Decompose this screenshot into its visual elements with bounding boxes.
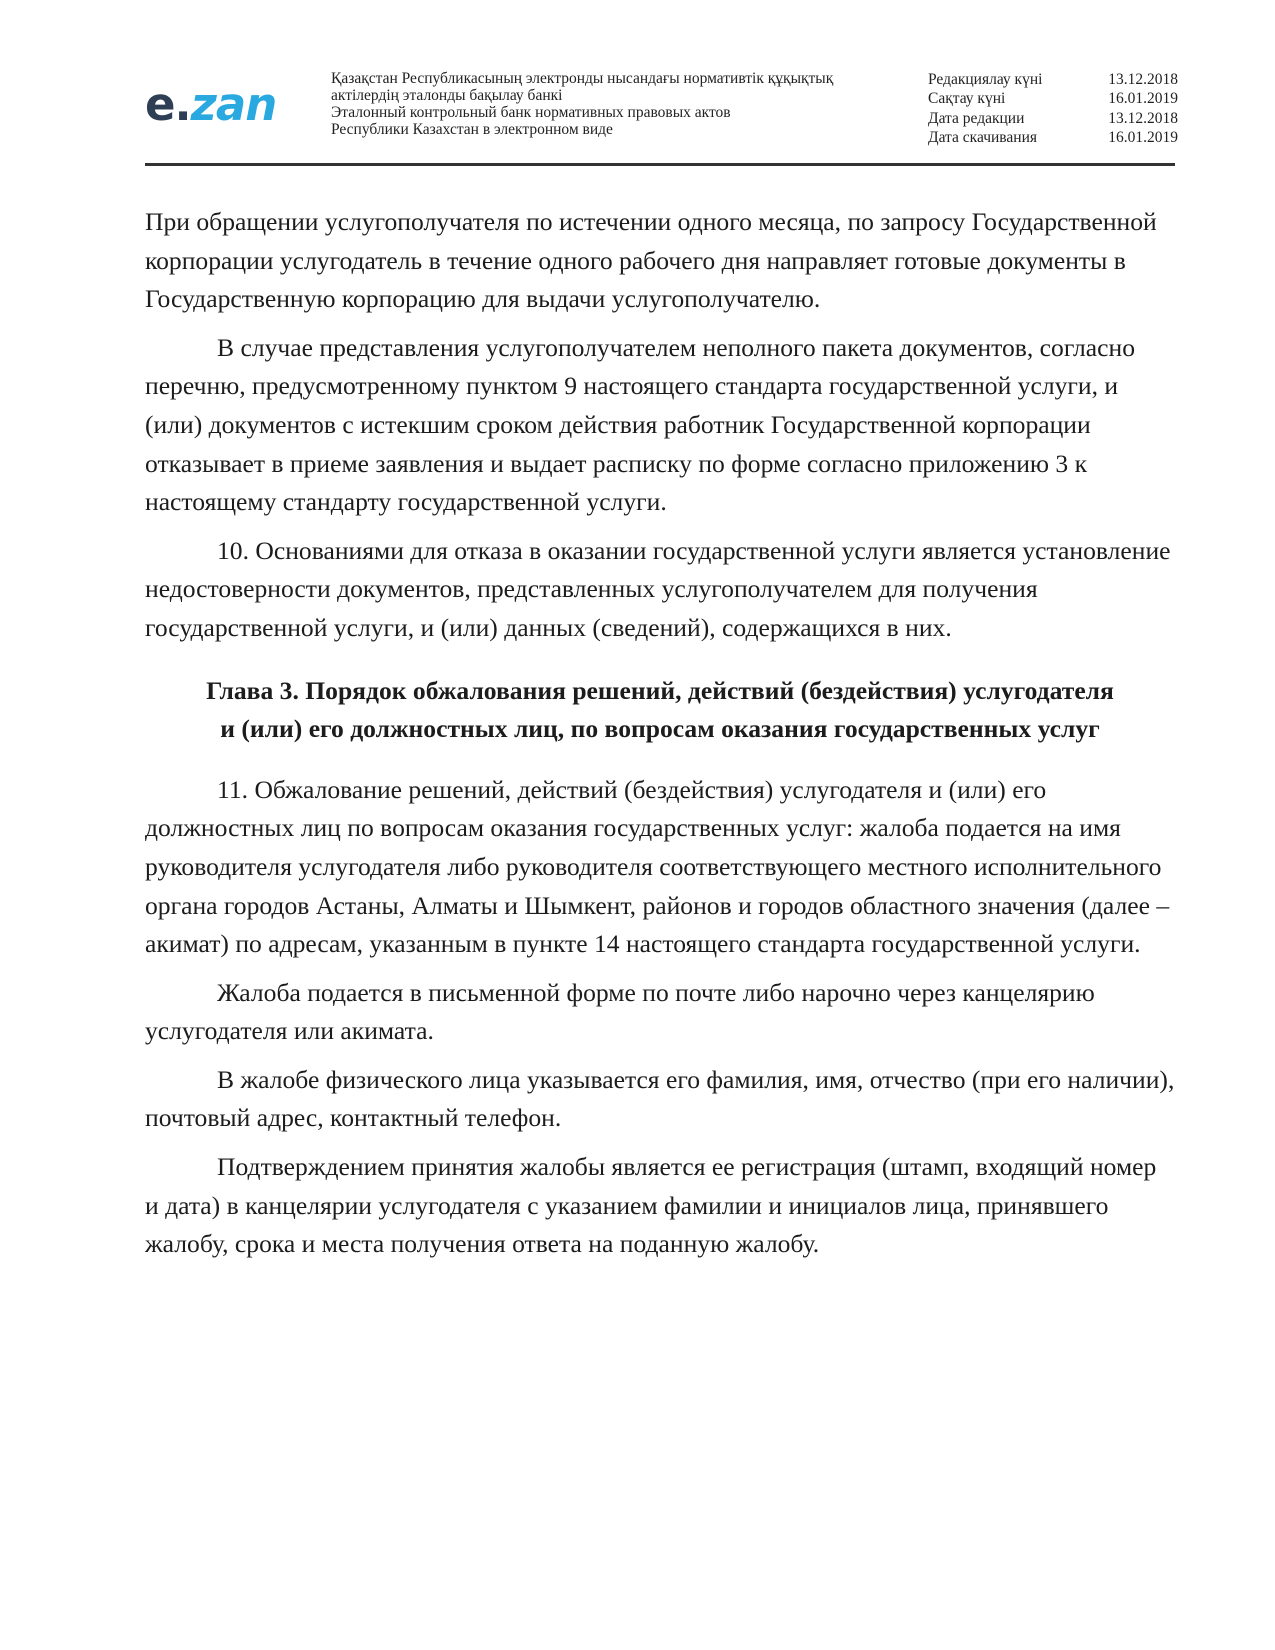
header-description xyxy=(331,70,833,138)
paragraph: 10. Основаниями для отказа в оказании государственной услуги является установление недостоверности документов, представленных услугополучателем для получения государственной услуги, и (или) данных (сведений), содержащихся в них. xyxy=(145,535,1171,642)
logo-dot: . xyxy=(174,78,191,131)
chapter-heading: Глава 3. Порядок обжалования решений, действий (бездействия) услугодателя и (или) его должностных лиц, по вопросам оказания государственных услуг xyxy=(206,675,1114,744)
paragraph: Жалоба подается в письменной форме по почте либо нарочно через канцелярию услугодателя или акимата. xyxy=(145,977,1095,1046)
meta-row xyxy=(928,70,1178,89)
meta-label: Редакциялау күні xyxy=(928,71,1043,88)
header-divider xyxy=(145,163,1175,166)
header-meta xyxy=(928,70,1178,147)
meta-value: 13.12.2018 xyxy=(1108,109,1178,127)
paragraph: Подтверждением принятия жалобы является ее регистрация (штамп, входящий номер и дата) в канцелярии услугодателя с указанием фамилии и инициалов лица, принявшего жалобу, срока и места получения ответа на поданную жалобу. xyxy=(145,1152,1157,1259)
page-header xyxy=(145,66,1178,162)
meta-label: Дата скачивания xyxy=(928,128,1038,146)
paragraph: В случае представления услугополучателем неполного пакета документов, согласно перечню, предусмотренному пунктом 9 настоящего стандарта государственной услуги, и (или) документов с истекшим сроком действия работник Государственной корпорации отказывает в приеме заявления и выдает расписку по форме согласно приложению 3 к настоящему стандарту государственной услуги. xyxy=(145,332,1135,517)
meta-row xyxy=(928,89,1178,108)
header-line: актілердің эталонды бақылау банкі xyxy=(331,87,563,104)
paragraph: При обращении услугополучателя по истечении одного месяца, по запросу Государственной корпорации услугодатель в течение одного рабочего дня направляет готовые документы в Государственную корпорацию для выдачи услугополучателю. xyxy=(145,207,1157,314)
meta-value: 16.01.2019 xyxy=(1108,90,1178,108)
paragraph: 11. Обжалование решений, действий (бездействия) услугодателя и (или) его должностных лиц по вопросам оказания государственных услуг: жалоба подается на имя руководителя услугодателя либо руководителя соответствующего местного исполнительного органа городов Астаны, Алматы и Шымкент, районов и городов областного значения (далее – акимат) по адресам, указанным в пункте 14 настоящего стандарта государственной услуги. xyxy=(145,774,1170,959)
meta-row xyxy=(928,109,1178,128)
meta-row xyxy=(928,128,1178,147)
logo-zan: zan xyxy=(190,78,277,131)
ezan-logo xyxy=(145,78,277,131)
meta-label: Сақтау күні xyxy=(928,90,1006,108)
meta-value: 16.01.2019 xyxy=(1108,128,1178,146)
header-line: Эталонный контрольный банк нормативных правовых актов xyxy=(331,104,731,121)
header-line: Республики Казахстан в электронном виде xyxy=(331,121,613,138)
logo-e: e xyxy=(145,78,175,131)
document-body xyxy=(145,203,1175,1274)
meta-label: Дата редакции xyxy=(928,109,1025,127)
paragraph: В жалобе физического лица указывается его фамилия, имя, отчество (при его наличии), почтовый адрес, контактный телефон. xyxy=(145,1064,1175,1133)
header-line: Қазақстан Республикасының электронды нысандағы нормативтік құқықтық xyxy=(331,70,834,87)
meta-value: 13.12.2018 xyxy=(1108,71,1178,88)
